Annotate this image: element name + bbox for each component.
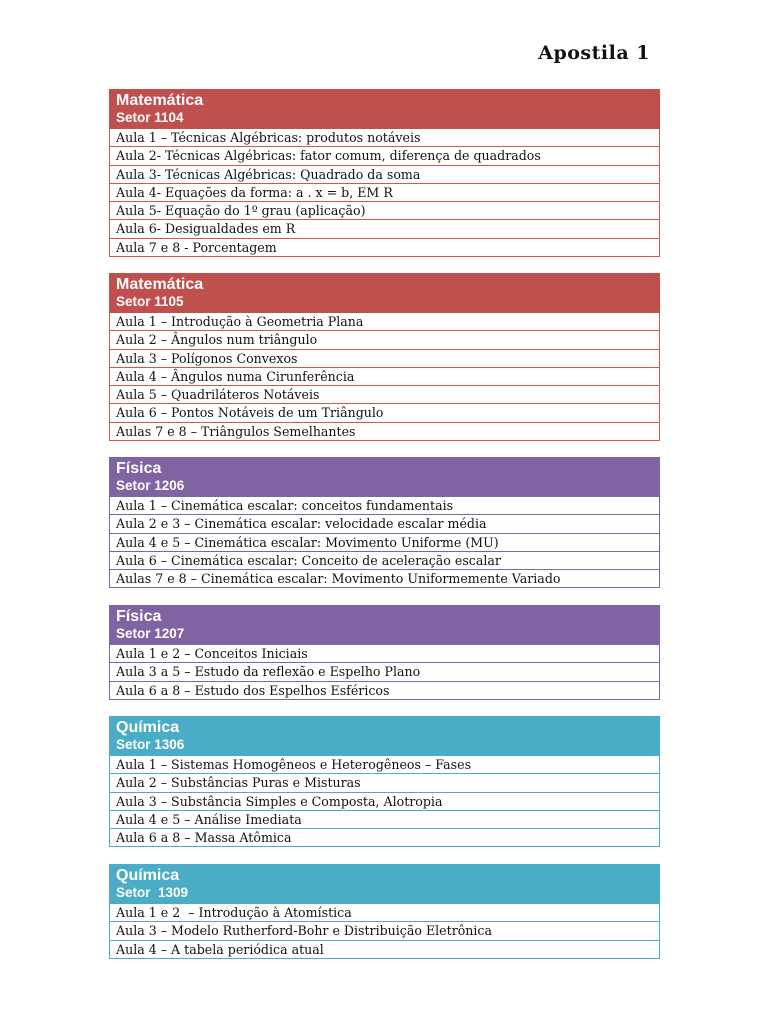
lesson-row: Aula 7 e 8 - Porcentagem xyxy=(110,239,659,257)
lesson-row: Aula 4 – Ângulos numa Cirunferência xyxy=(110,368,659,386)
lesson-list xyxy=(109,497,660,588)
lesson-row: Aula 6 – Pontos Notáveis de um Triângulo xyxy=(110,404,659,422)
lesson-row: Aula 1 – Sistemas Homogêneos e Heterogêneos – Fases xyxy=(110,756,659,774)
lesson-row: Aula 1 – Introdução à Geometria Plana xyxy=(110,313,659,331)
lesson-row: Aula 2 – Substâncias Puras e Misturas xyxy=(110,774,659,792)
subject-name: Química xyxy=(116,719,180,736)
lesson-row: Aula 6 a 8 – Massa Atômica xyxy=(110,829,659,847)
lesson-list xyxy=(109,756,660,847)
setor-code: Setor 1105 xyxy=(116,294,184,309)
lesson-list xyxy=(109,313,660,441)
table-header xyxy=(109,605,660,645)
lesson-row: Aula 2 e 3 – Cinemática escalar: velocidade escalar média xyxy=(110,515,659,533)
lesson-row: Aula 4 – A tabela periódica atual xyxy=(110,941,659,959)
lesson-list xyxy=(109,129,660,257)
lesson-row: Aulas 7 e 8 – Triângulos Semelhantes xyxy=(110,423,659,441)
subject-table-quimica-1309 xyxy=(109,864,660,959)
table-header xyxy=(109,89,660,129)
lesson-row: Aula 4 e 5 – Análise Imediata xyxy=(110,811,659,829)
subject-name: Química xyxy=(116,867,180,884)
lesson-row: Aula 6 – Cinemática escalar: Conceito de aceleração escalar xyxy=(110,552,659,570)
table-header xyxy=(109,457,660,497)
lesson-row: Aula 3- Técnicas Algébricas: Quadrado da soma xyxy=(110,166,659,184)
table-header xyxy=(109,864,660,904)
lesson-row: Aula 3 – Substância Simples e Composta, Alotropia xyxy=(110,793,659,811)
lesson-list xyxy=(109,904,660,959)
table-header xyxy=(109,273,660,313)
lesson-row: Aula 2- Técnicas Algébricas: fator comum, diferença de quadrados xyxy=(110,147,659,165)
setor-code: Setor 1207 xyxy=(116,626,185,641)
subject-name: Matemática xyxy=(116,92,204,109)
lesson-row: Aula 5- Equação do 1º grau (aplicação) xyxy=(110,202,659,220)
lesson-row: Aula 3 – Polígonos Convexos xyxy=(110,350,659,368)
subject-table-matematica-1104 xyxy=(109,89,660,257)
lesson-row: Aula 3 – Modelo Rutherford-Bohr e Distribuição Eletrônica xyxy=(110,922,659,940)
setor-code: Setor 1104 xyxy=(116,110,184,125)
lesson-row: Aula 1 – Cinemática escalar: conceitos fundamentais xyxy=(110,497,659,515)
lesson-row: Aula 2 – Ângulos num triângulo xyxy=(110,331,659,349)
table-header xyxy=(109,716,660,756)
subject-table-fisica-1206 xyxy=(109,457,660,588)
lesson-row: Aula 6- Desigualdades em R xyxy=(110,220,659,238)
subject-name: Matemática xyxy=(116,276,204,293)
lesson-row: Aula 1 e 2 – Introdução à Atomística xyxy=(110,904,659,922)
setor-code: Setor 1309 xyxy=(116,885,189,900)
lesson-list xyxy=(109,645,660,700)
lesson-row: Aula 6 a 8 – Estudo dos Espelhos Esféricos xyxy=(110,682,659,700)
lesson-row: Aulas 7 e 8 – Cinemática escalar: Movimento Uniformemente Variado xyxy=(110,570,659,588)
subject-table-fisica-1207 xyxy=(109,605,660,700)
subject-table-matematica-1105 xyxy=(109,273,660,441)
lesson-row: Aula 1 – Técnicas Algébricas: produtos notáveis xyxy=(110,129,659,147)
setor-code: Setor 1306 xyxy=(116,737,185,752)
subject-table-quimica-1306 xyxy=(109,716,660,847)
lesson-row: Aula 4 e 5 – Cinemática escalar: Movimento Uniforme (MU) xyxy=(110,534,659,552)
lesson-row: Aula 4- Equações da forma: a . x = b, EM R xyxy=(110,184,659,202)
lesson-row: Aula 3 a 5 – Estudo da reflexão e Espelho Plano xyxy=(110,663,659,681)
lesson-row: Aula 5 – Quadriláteros Notáveis xyxy=(110,386,659,404)
setor-code: Setor 1206 xyxy=(116,478,185,493)
subject-name: Física xyxy=(116,608,162,625)
subject-name: Física xyxy=(116,460,162,477)
lesson-row: Aula 1 e 2 – Conceitos Iniciais xyxy=(110,645,659,663)
page-title: Apostila 1 xyxy=(538,42,650,64)
